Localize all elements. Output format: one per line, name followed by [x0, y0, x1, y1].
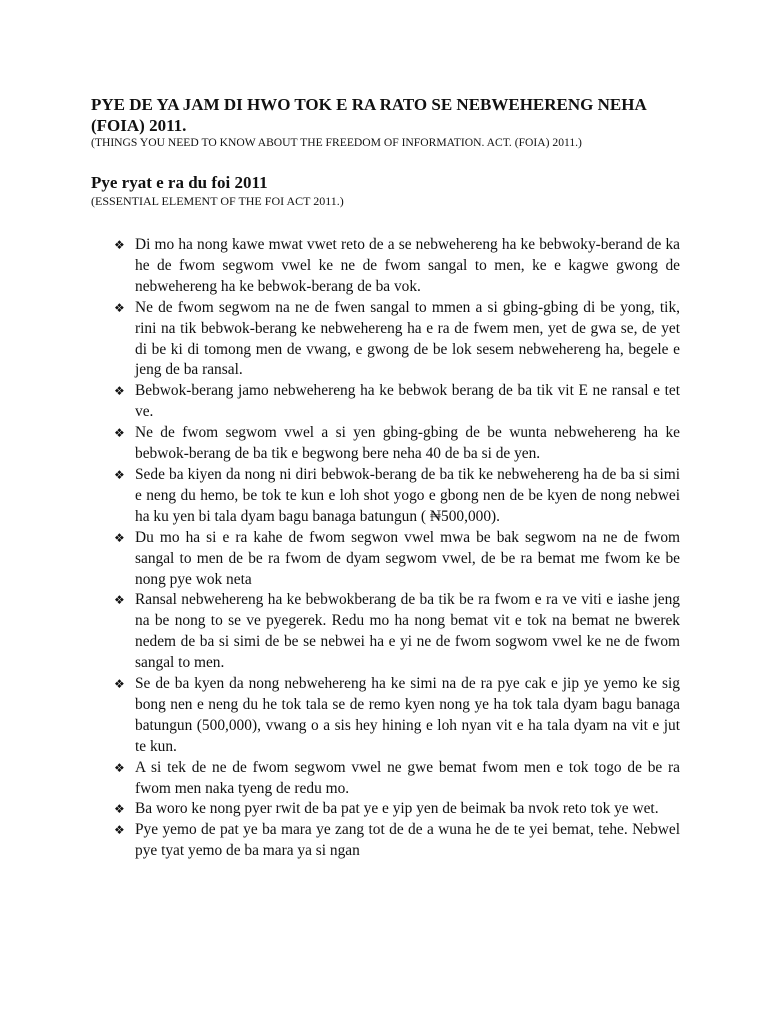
bullet-item — [114, 381, 680, 423]
bullet-item — [114, 235, 680, 298]
document-title — [91, 94, 691, 136]
document-subtitle: (THINGS YOU NEED TO KNOW ABOUT THE FREEDOM OF INFORMATION. ACT. (FOIA) 2011.) — [91, 136, 582, 149]
section-heading: Pye ryat e ra du foi 2011 — [91, 173, 268, 192]
document-title-line-1: PYE DE YA JAM DI HWO TOK E RA RATO SE NEBWEHERENG NEHA — [91, 95, 647, 114]
bullet-text: A si tek de ne de fwom segwom vwel ne gwe bemat fwom men e tok togo de be ra fwom men naka tyeng de redu mo. — [135, 758, 680, 797]
bullet-text: Bebwok-berang jamo nebwehereng ha ke bebwok berang de ba tik vit E ne ransal e tet ve. — [135, 382, 680, 421]
four-diamond-bullet-icon: ❖ — [114, 300, 125, 315]
four-diamond-bullet-icon: ❖ — [114, 530, 125, 545]
bullet-text: Ne de fwom segwom vwel a si yen gbing-gbing de be wunta nebwehereng ha ke bebwok-berang de ba tik e begwong bere neha 40 de ba si de yen. — [135, 424, 680, 463]
bullet-text: Du mo ha si e ra kahe de fwom segwon vwel mwa be bak segwom na ne de fwom sangal to men de be ra fwom de dyam segwom vwel, de be ra bemat me fwom ke be nong pye wok neta — [135, 528, 680, 588]
bullet-item — [114, 298, 680, 382]
four-diamond-bullet-icon: ❖ — [114, 802, 125, 817]
bullet-item — [114, 758, 680, 800]
bullet-text: Di mo ha nong kawe mwat vwet reto de a se nebwehereng ha ke bebwoky-berand de ka he de fwom segwom vwel ke ne de fwom sangal to men, ke e kagwe gwong de nebwehereng ha ke bebwok-berang de ba vok. — [135, 236, 680, 295]
bullet-text: Ne de fwom segwom na ne de fwen sangal to mmen a si gbing-gbing di be yong, tik, rini na tik bebwok-berang ke nebwehereng ha e ra de fwem men, yet de gwa se, de yet di be ki di tomong men de vwang, e gwong de be lok sesem nebwehereng ha, begele e jeng de ba ransal. — [135, 298, 680, 379]
bullet-text: Sede ba kiyen da nong ni diri bebwok-berang de ba tik ke nebwehereng ha de ba si simi e neng du hemo, be tok te kun e loh shot yogo e gbong nen de be kyen de nong nebwei ha ku yen bi tala dyam bagu banaga batungun ( ₦500,000). — [135, 465, 680, 525]
four-diamond-bullet-icon: ❖ — [114, 593, 125, 608]
four-diamond-bullet-icon: ❖ — [114, 760, 125, 775]
bullet-item — [114, 820, 680, 862]
four-diamond-bullet-icon: ❖ — [114, 823, 125, 838]
document-title-line-2: (FOIA) 2011. — [91, 116, 187, 135]
four-diamond-bullet-icon: ❖ — [114, 677, 125, 692]
four-diamond-bullet-icon: ❖ — [114, 426, 125, 441]
bullet-item — [114, 528, 680, 591]
four-diamond-bullet-icon: ❖ — [114, 238, 125, 252]
bullet-text: Ransal nebwehereng ha ke bebwokberang de ba tik be ra fwom e ra ve viti e iashe jeng na be nong to se ve pyegerek. Redu mo ha nong bemat vit e tok na bemat ne bwerek nedem de ba si simi de be se nebwei ha e yi ne de fwom sogwom vwel ke ne de fwom sangal to men. — [135, 591, 680, 672]
bullet-item — [114, 465, 680, 528]
bullet-text: Ba woro ke nong pyer rwit de ba pat ye e yip yen de beimak ba nvok reto tok ye wet. — [135, 800, 659, 818]
bullet-list — [114, 235, 680, 862]
section-subheading: (ESSENTIAL ELEMENT OF THE FOI ACT 2011.) — [91, 194, 344, 208]
bullet-item — [114, 674, 680, 758]
bullet-item — [114, 590, 680, 674]
bullet-text: Pye yemo de pat ye ba mara ye zang tot de de a wuna he de te yei bemat, tehe. Nebwel pye tyat yemo de ba mara ya si ngan — [135, 821, 680, 860]
bullet-item — [114, 799, 680, 820]
four-diamond-bullet-icon: ❖ — [114, 384, 125, 399]
bullet-item — [114, 423, 680, 465]
bullet-text: Se de ba kyen da nong nebwehereng ha ke simi na de ra pye cak e jip ye yemo ke sig bong nen e neng du he tok tala se de remo kyen nong ye ha tok tala dyam bagu banaga batungun (500,000), vwang o a sis hey hining e loh nyan vit e ha tala dyam na vit e jut te kun. — [135, 675, 680, 755]
four-diamond-bullet-icon: ❖ — [114, 467, 125, 482]
